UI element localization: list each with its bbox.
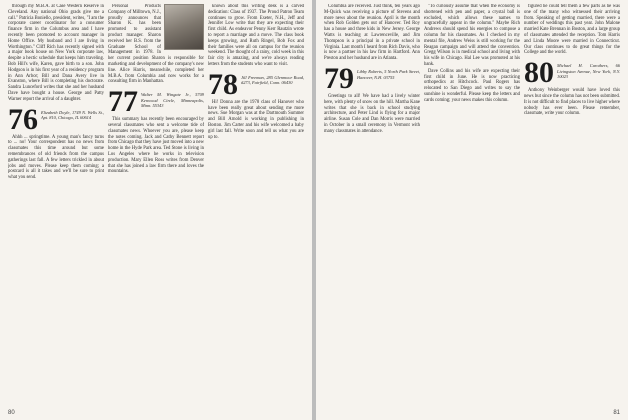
class-entry-78: [208, 71, 304, 98]
class-year-number: 78: [208, 70, 238, 98]
class-secretary-address: Jill Freeman, 285 Glenmoor Road, #273, Fairfield, Conn. 06430: [241, 74, 304, 86]
right-column-2: [424, 4, 520, 406]
column-text: through my M.B.A. at Case Western Reserve in Cleveland. Any national Ohio grads give me a call." Patricia Boniello, president, writes, "I am the corporate career coordinator for a consumer finance firm in the Columbus area and I have recently been promoted to account manager in Home Office. My husband and I are living in Worthington." Cliff Rich has recently signed with a major book house on New York corporate law, despite a hectic schedule that keeps him traveling. Bob Hill's wife, Karen, gave birth to a son. John Hodgson is in his first year of a residency program in Ann Arbor; Bill and Dana Avery live in Evanston, where Bill is completing his doctorate. Sandra Lunceford writes that she and her husband Dave have bought a house. George and Patty Warner report the arrival of a daughter.: [8, 4, 104, 102]
right-column-1: [324, 4, 420, 406]
page-number: 81: [613, 410, 620, 416]
right-column-3: [524, 4, 620, 406]
column-text: Ahhh ... springtime. A young man's fancy turns to ... no! Your correspondent has no news from classmates this time around but some remembrances of old friends from the campus gatherings last fall. A few letters trickled in about jobs and moves. Please keep them coming; a postcard is all it takes and we'll be sure to print what you send.: [8, 134, 104, 181]
class-entry-79: [324, 65, 420, 92]
column-text: Anthony Weinberger would have loved this news but since the column has not been submitted. It is not difficult to find places to live higher where nobody has ever been. Please remember, classmate, write your column.: [524, 88, 620, 117]
class-entry-76: [8, 106, 104, 133]
left-page: [0, 0, 312, 420]
class-secretary-address: Michael H. Carothers, 66 Livingston Avenue, New York, N.Y. 10023: [557, 63, 620, 80]
column-text: known about this writing desk is a carved dedication: Class of 1937. The Proud Patron Team continues to grow. From Exeter, N.H., Jeff and Jennifer Low write that they are expecting their first child. As endeavor Penny Kerr Rautzin wrote to report a marriage and a move. The class book keeps growing, and Ruth Ringel, Bob Fox and their families were all on campus for the reunion weekend. The thought of a rainy, cold week in this fair city is amazing, and we're always reading letters from the students who want to visit.: [208, 4, 304, 67]
column-text: Greetings to all! We have had a lively winter here, with plenty of snow on the hill. Martha Kane writes that she is back in school studying architecture, and Peter Lind is flying for a major airline. Susan Cole and Dan Morris were married in October in a small ceremony in Vermont with many classmates in attendance.: [324, 93, 420, 134]
class-year-number: 77: [108, 88, 138, 116]
left-column-2: [108, 4, 204, 406]
column-text: "To curiously assume that when the economy is shortened with pen and paper, a crystal ball is excluded, which allows these names to ungracefully appear in the column." Maybe Rich Andrews should spend his energies to compose a column for his classmates. As I checked in my mental file, Andrew Weiss is still working for the Reagan campaign and will attend the convention. Gregg Wilson is in medical school and living with his wife in Chicago. Hal Lee was promoted at his bank.: [424, 4, 520, 67]
column-text: Columbia are received. Just think, ten years ago M-Quick was receiving a picture of Stevens and more news about the reunion. April is the month when Rob Golden gets out of Hanover. Ted Roy has a house and three kids in New Jersey. George Watts is teaching at Lawrenceville, and Jim Thompson is a principal in a private school in Virginia. Last month I heard from Rich Davis, who is now a partner in his law firm in Hartford. Ann Preston and her husband are in Atlanta.: [324, 4, 420, 62]
class-secretary-address: Walter M. Wingate Jr., 5709 Kenwood Circle, Minneapolis, Minn. 55343: [141, 92, 204, 109]
left-column-1: [8, 4, 104, 406]
class-year-number: 79: [324, 64, 354, 92]
class-year-number: 80: [524, 59, 554, 87]
page-number: 80: [8, 410, 15, 416]
class-year-number: 76: [8, 105, 38, 133]
class-entry-80: [524, 59, 620, 86]
column-text: figured he could tell them a few parts as he was one of the many who witnessed their arriving from. Speaking of getting married, there were a number of weddings this past year. John Malone married Kate Brennan in Boston, and a large group of classmates attended the reception. Tom Harris and Linda Moore were married in Connecticut. Our class continues to do great things for the College and the world.: [524, 4, 620, 56]
column-text: Dave Collins and his wife are expecting their first child in June. He is now practicing orthopedics at Hitchcock. Paul Rogers has relocated to San Diego and writes to say the sunshine is wonderful. Please keep the letters and cards coming; your news makes this column.: [424, 68, 520, 103]
portrait-photo: [164, 4, 204, 50]
class-entry-77: [108, 88, 204, 115]
column-text: This summary has recently been encouraged by several classmates who sent a welcome tide of classmates news. Whoever you are, please keep the notes coming. Jack and Cathy Bennett report from Chicago that they have just moved into a new home in the Hyde Park area. Ted Stone is living in Los Angeles where he works in television production. Mary Ellen Ross writes from Denver that she has joined a law firm there and loves the mountains.: [108, 117, 204, 175]
column-text: Personal Products Company of Milltown, N.J., proudly announces that Sharon K. has been promoted to assistant product manager. Sharon received her B.S. from the Graduate School of Management in 1978. In her current position Sharon is responsible for marketing and development of the company's new line. Alice Harris, meanwhile, completed her M.B.A. from Columbia and now works for a consulting firm in Manhattan.: [108, 4, 204, 85]
right-page: [316, 0, 628, 420]
left-column-3: [208, 4, 304, 406]
column-text: Hi! Donna are the 1978 class of Hanover who have been really great about sending me more news. Sue Morgan was at the Dartmouth Summer and Bill Arnold is working in publishing in Boston. Jim Carter and his wife welcomed a baby girl last fall. Write soon and tell us what you are up to.: [208, 99, 304, 140]
class-secretary-address: Elizabeth Doyle, 1749 N. Wells St., Apt. 810, Chicago, IL 60614: [41, 109, 104, 121]
class-secretary-address: Libby Roberts, 5 North Park Street, Hanover, N.H. 03755: [357, 68, 420, 80]
